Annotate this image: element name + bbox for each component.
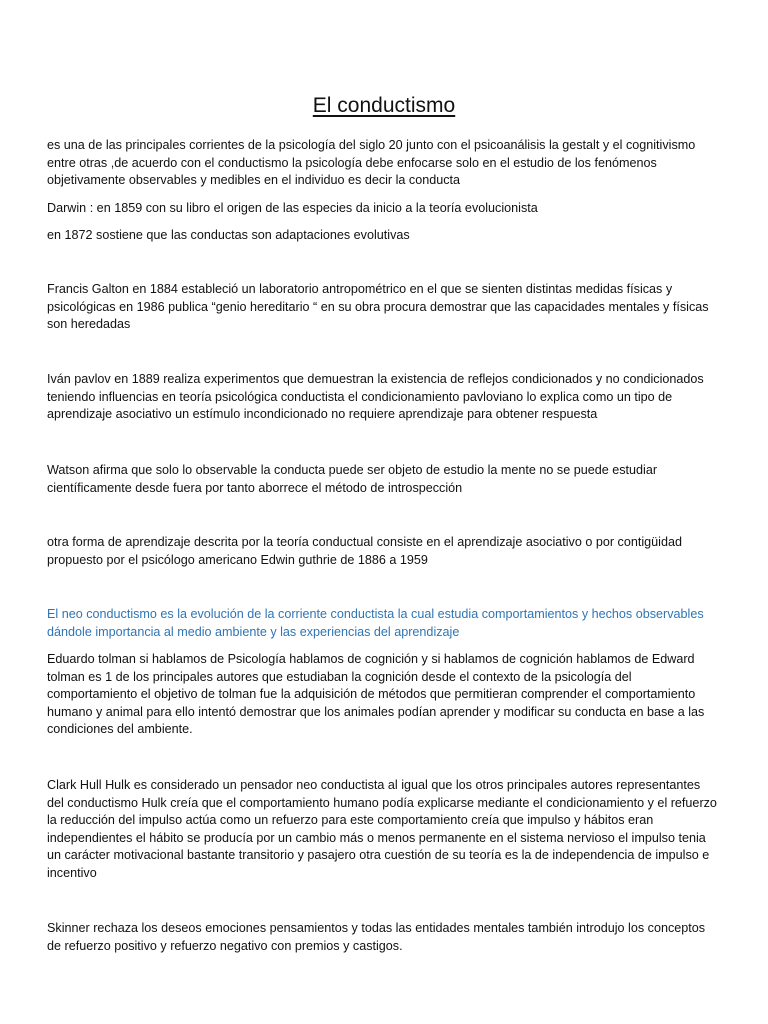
paragraph-galton: Francis Galton en 1884 estableció un laboratorio antropométrico en el que se sienten distintas medidas físicas y psicológicas en 1986 publica “genio hereditario “ en su obra procura demostrar que las capacidades mentales y físicas son heredadas	[47, 282, 709, 331]
paragraph-darwin-1872: en 1872 sostiene que las conductas son adaptaciones evolutivas	[47, 228, 410, 242]
paragraph-neo-conductismo: El neo conductismo es la evolución de la corriente conductista la cual estudia comportamientos y hechos observables dándole importancia al medio ambiente y las experiencias del aprendizaje	[47, 607, 704, 639]
paragraph-guthrie: otra forma de aprendizaje descrita por la teoría conductual consiste en el aprendizaje asociativo o por contigüidad propuesto por el psicólogo americano Edwin guthrie de 1886 a 1959	[47, 535, 682, 567]
paragraph-darwin: Darwin : en 1859 con su libro el origen de las especies da inicio a la teoría evolucionista	[47, 201, 538, 215]
paragraph-skinner: Skinner rechaza los deseos emociones pensamientos y todas las entidades mentales también introdujo los conceptos de refuerzo positivo y refuerzo negativo con premios y castigos.	[47, 921, 706, 953]
paragraph-intro: es una de las principales corrientes de la psicología del siglo 20 junto con el psicoanálisis la gestalt y el cognitivismo entre otras ,de acuerdo con el conductismo la psicología debe enfocarse solo en el estudio de los fenómenos objetivamente observables y medibles en el individuo es decir la conducta	[47, 138, 696, 187]
paragraph-hull: Clark Hull Hulk es considerado un pensador neo conductista al igual que los otros principales autores representantes del conductismo Hulk creía que el comportamiento humano podía explicarse mediante el condicionamiento y el refuerzo la reducción del impulso actúa como un refuerzo para este comportamiento creía que impulso y hábitos eran independientes el hábito se producía por un cambio más o menos permanente en el sistema nervioso el impulso tenia un carácter motivacional bastante transitorio y pasajero otra cuestión de su teoría es la de independencia de impulso e incentivo	[47, 778, 717, 880]
paragraph-pavlov: Iván pavlov en 1889 realiza experimentos que demuestran la existencia de reflejos condicionados y no condicionados teniendo influencias en teoría psicológica conductista el condicionamiento pavloviano lo explica como un tipo de aprendizaje asociativo un estímulo incondicionado no requiere aprendizaje para obtener respuesta	[47, 372, 704, 421]
paragraph-watson: Watson afirma que solo lo observable la conducta puede ser objeto de estudio la mente no se puede estudiar científicamente desde fuera por tanto aborrece el método de introspección	[47, 463, 658, 495]
page-title: El conductismo	[312, 94, 456, 117]
paragraph-tolman: Eduardo tolman si hablamos de Psicología hablamos de cognición y si hablamos de cognición hablamos de Edward tolman es 1 de los principales autores que estudiaban la cognición desde el contexto de la psicología del comportamiento el objetivo de tolman fue la adquisición de métodos que permitieran comprender el comportamiento humano y animal para ello intentó demostrar que los animales podían aprender y modificar su conducta en base a las condiciones del ambiente.	[47, 652, 705, 736]
